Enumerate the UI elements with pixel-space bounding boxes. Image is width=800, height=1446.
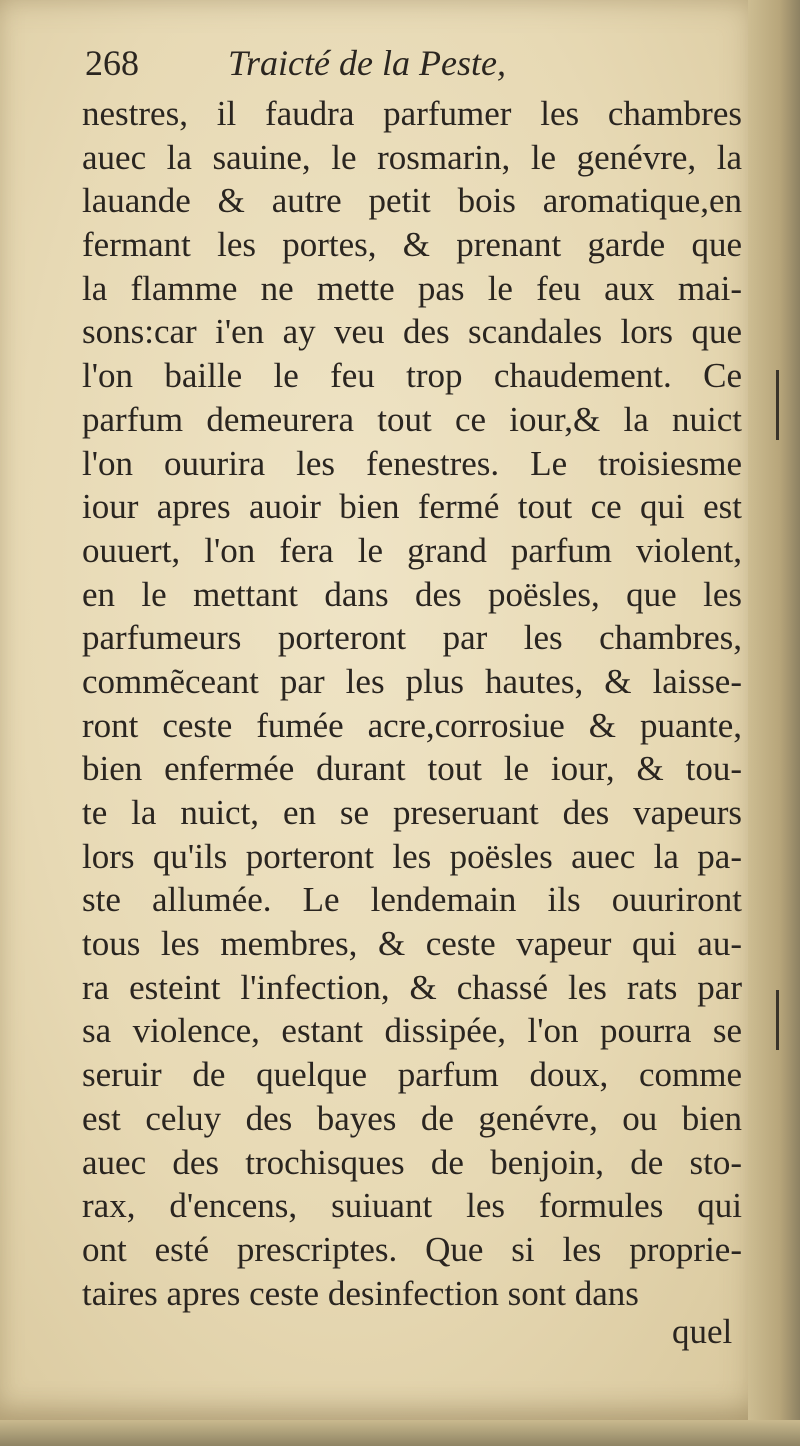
text-line: auec la sauine, le rosmarin, le genévre, la	[82, 137, 742, 177]
text-line: tous les membres, & ceste vapeur qui au-	[82, 924, 742, 964]
text-line: l'on ouurira les fenestres. Le troisiesme	[82, 443, 742, 483]
text-line: sa violence, estant dissipée, l'on pourra se	[82, 1011, 742, 1051]
text-line: en le mettant dans des poësles, que les	[82, 574, 742, 614]
page-edge-mark	[776, 370, 779, 440]
text-line: te la nuict, en se preseruant des vapeurs	[82, 793, 742, 832]
page-number: 268	[85, 43, 139, 83]
text-line: bien enfermée durant tout le iour, & tou-	[82, 749, 742, 789]
text-line: l'on baille le feu trop chaudement. Ce	[82, 356, 742, 396]
page-edge-margin	[748, 0, 800, 1446]
catchword: quel	[672, 1312, 733, 1351]
text-line: seruir de quelque parfum doux, comme	[82, 1055, 742, 1095]
page-bottom-margin	[0, 1420, 800, 1446]
text-line: nestres, il faudra parfumer les chambres	[82, 94, 742, 133]
text-line: lors qu'ils porteront les poësles auec la pa-	[82, 836, 742, 876]
text-line: taires apres ceste desinfection sont dans	[82, 1273, 639, 1313]
text-line: ront ceste fumée acre,corrosiue & puante,	[82, 705, 742, 745]
body-text	[82, 92, 742, 1315]
running-title: Traicté de la Peste,	[228, 43, 506, 83]
text-line: auec des trochisques de benjoin, de sto-	[82, 1142, 742, 1182]
text-line: ont esté prescriptes. Que si les proprie-	[82, 1229, 742, 1269]
text-line: commẽceant par les plus hautes, & laisse-	[82, 661, 742, 701]
text-line: est celuy des bayes de genévre, ou bien	[82, 1098, 742, 1138]
text-line: ouuert, l'on fera le grand parfum violent,	[82, 530, 742, 570]
page-edge-mark	[776, 990, 779, 1050]
text-line: ste allumée. Le lendemain ils ouuriront	[82, 880, 742, 920]
text-line: fermant les portes, & prenant garde que	[82, 225, 742, 265]
text-line: lauande & autre petit bois aromatique,en	[82, 181, 742, 221]
page-header	[85, 42, 585, 92]
text-line: rax, d'encens, suiuant les formules qui	[82, 1186, 742, 1226]
text-line: iour apres auoir bien fermé tout ce qui est	[82, 487, 742, 527]
text-line: la flamme ne mette pas le feu aux mai-	[82, 268, 742, 308]
text-line: parfumeurs porteront par les chambres,	[82, 618, 742, 658]
text-line: ra esteint l'infection, & chassé les rats par	[82, 967, 742, 1007]
text-line: sons:car i'en ay veu des scandales lors que	[82, 312, 742, 352]
text-line: parfum demeurera tout ce iour,& la nuict	[82, 399, 742, 439]
